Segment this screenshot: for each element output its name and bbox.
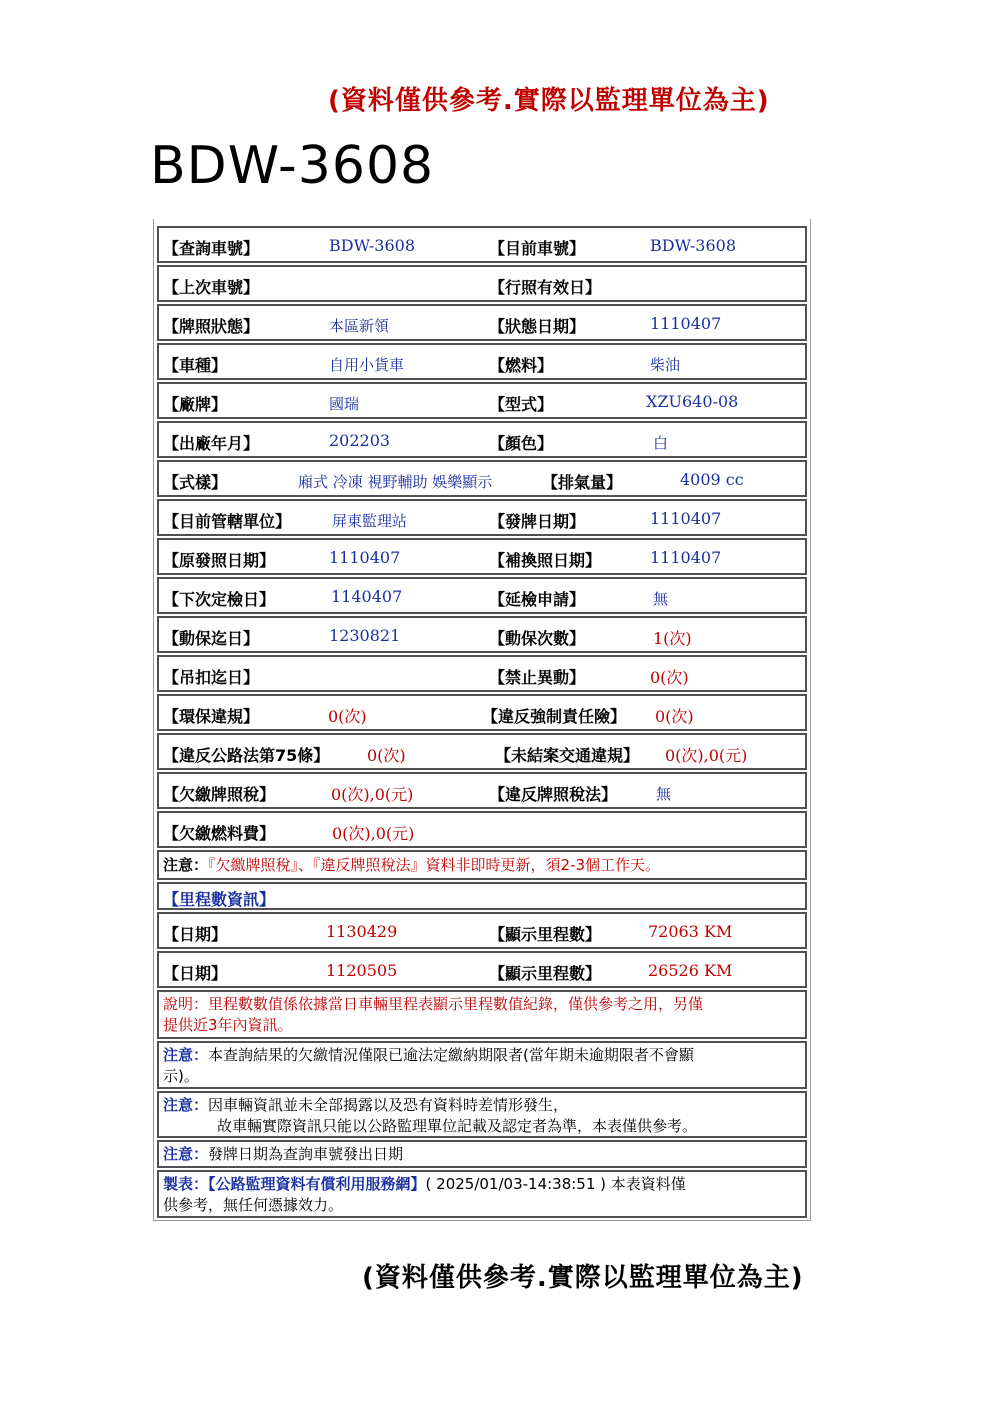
label-status-date: 【狀態日期】 bbox=[489, 317, 586, 336]
table-row bbox=[157, 616, 807, 653]
label-plate-status: 【牌照狀態】 bbox=[163, 317, 260, 336]
label-environmental-violation: 【環保違規】 bbox=[163, 707, 260, 726]
info-note-label: 注意： bbox=[163, 1096, 209, 1114]
table-row bbox=[157, 499, 807, 536]
label-query-plate: 【查詢車號】 bbox=[163, 239, 260, 258]
label-license-tax-violation: 【違反牌照稅法】 bbox=[489, 785, 618, 804]
value-original-license-date: 1110407 bbox=[329, 548, 401, 567]
value-unpaid-license-tax: 0(次),0(元) bbox=[331, 785, 414, 804]
label-issue-date: 【發牌日期】 bbox=[489, 512, 586, 531]
table-row bbox=[157, 265, 807, 302]
table-row bbox=[157, 733, 807, 770]
page-title: BDW-3608 bbox=[150, 136, 435, 196]
label-unpaid-license-tax: 【欠繳牌照稅】 bbox=[163, 785, 276, 804]
arrears-note-line2: 示)。 bbox=[163, 1067, 199, 1085]
info-note-line2: 故車輛實際資訊只能以公路監理單位記載及認定者為準，本表僅供參考。 bbox=[217, 1117, 698, 1135]
tax-note bbox=[163, 855, 660, 876]
label-displacement: 【排氣量】 bbox=[542, 473, 623, 492]
label-suspension-end: 【吊扣迄日】 bbox=[163, 668, 260, 687]
value-manufacture-date: 202203 bbox=[329, 431, 391, 450]
mileage-note bbox=[163, 994, 703, 1036]
value-query-plate: BDW-3608 bbox=[329, 236, 415, 255]
value-unpaid-fuel-fee: 0(次),0(元) bbox=[332, 824, 415, 843]
value-model: XZU640-08 bbox=[646, 392, 739, 411]
label-next-inspection: 【下次定檢日】 bbox=[163, 590, 276, 609]
value-color: 白 bbox=[653, 434, 669, 452]
value-vehicle-type: 自用小貨車 bbox=[329, 356, 405, 374]
arrears-note-row bbox=[157, 1041, 807, 1089]
mileage-note-line1: 說明：里程數數值係依據當日車輛里程表顯示里程數值紀錄，僅供參考之用，另僅 bbox=[163, 995, 704, 1013]
value-inspection-extension: 無 bbox=[653, 590, 669, 608]
table-row bbox=[157, 655, 807, 692]
table-row bbox=[157, 538, 807, 575]
value-body-style: 廂式 冷凍 視野輔助 娛樂顯示 bbox=[298, 473, 493, 491]
label-reissue-date: 【補換照日期】 bbox=[489, 551, 602, 570]
label-previous-plate: 【上次車號】 bbox=[163, 278, 260, 297]
table-row bbox=[157, 343, 807, 380]
value-displacement: 4009 cc bbox=[680, 470, 744, 489]
vehicle-report-table bbox=[153, 219, 811, 1221]
footer-line2: 供參考，無任何憑據效力。 bbox=[163, 1196, 344, 1214]
table-row bbox=[157, 421, 807, 458]
label-body-style: 【式樣】 bbox=[163, 473, 228, 492]
label-mileage-date: 【日期】 bbox=[163, 964, 228, 983]
label-mileage-reading: 【顯示里程數】 bbox=[489, 964, 602, 983]
table-row bbox=[157, 304, 807, 341]
value-status-date: 1110407 bbox=[650, 314, 722, 333]
issue-note-row bbox=[157, 1140, 807, 1168]
value-license-tax-violation: 無 bbox=[656, 785, 672, 803]
label-license-valid-date: 【行照有效日】 bbox=[489, 278, 602, 297]
label-highway-act-75: 【違反公路法第75條】 bbox=[163, 746, 330, 765]
footer-source: 【公路監理資料有償利用服務網】 bbox=[208, 1175, 426, 1193]
value-fuel: 柴油 bbox=[650, 356, 681, 374]
label-transfer-ban: 【禁止異動】 bbox=[489, 668, 586, 687]
value-environmental-violation: 0(次) bbox=[328, 707, 367, 726]
issue-note-text: 發牌日期為查詢車號發出日期 bbox=[208, 1145, 404, 1163]
footer-line1: ( 2025/01/03-14:38:51 ) 本表資料僅 bbox=[425, 1175, 686, 1193]
info-note-line1: 因車輛資訊並未全部揭露以及恐有資料時差情形發生， bbox=[208, 1096, 569, 1114]
table-row bbox=[157, 811, 807, 848]
issue-note bbox=[163, 1144, 403, 1165]
tax-note-row bbox=[157, 850, 807, 880]
disclaimer-top: (資料僅供參考.實際以監理單位為主) bbox=[328, 86, 770, 116]
label-mileage-reading: 【顯示里程數】 bbox=[489, 925, 602, 944]
label-original-license-date: 【原發照日期】 bbox=[163, 551, 276, 570]
issue-note-label: 注意： bbox=[163, 1145, 209, 1163]
mileage-section-header bbox=[157, 882, 807, 910]
table-row bbox=[157, 226, 807, 263]
value-transfer-ban: 0(次) bbox=[650, 668, 689, 687]
footer-note bbox=[163, 1174, 686, 1216]
value-chattel-mortgage-end: 1230821 bbox=[329, 626, 401, 645]
label-brand: 【廠牌】 bbox=[163, 395, 228, 414]
label-model: 【型式】 bbox=[489, 395, 554, 414]
table-row bbox=[157, 772, 807, 809]
label-jurisdiction: 【目前管轄單位】 bbox=[163, 512, 292, 531]
label-fuel: 【燃料】 bbox=[489, 356, 554, 375]
arrears-note-label: 注意： bbox=[163, 1046, 209, 1064]
label-inspection-extension: 【延檢申請】 bbox=[489, 590, 586, 609]
table-row bbox=[157, 460, 807, 497]
value-mileage-reading: 26526 KM bbox=[648, 961, 733, 980]
label-vehicle-type: 【車種】 bbox=[163, 356, 228, 375]
value-jurisdiction: 屏東監理站 bbox=[332, 512, 408, 530]
table-row bbox=[157, 382, 807, 419]
label-open-traffic-violations: 【未結案交通違規】 bbox=[495, 746, 640, 765]
value-highway-act-75: 0(次) bbox=[367, 746, 406, 765]
value-mileage-date: 1120505 bbox=[326, 961, 398, 980]
footer-row bbox=[157, 1170, 807, 1218]
tax-note-text: 『欠繳牌照稅』、『違反牌照稅法』資料非即時更新，須2-3個工作天。 bbox=[208, 856, 661, 874]
label-chattel-mortgage-count: 【動保次數】 bbox=[489, 629, 586, 648]
info-note-row bbox=[157, 1091, 807, 1138]
value-issue-date: 1110407 bbox=[650, 509, 722, 528]
value-mileage-date: 1130429 bbox=[326, 922, 398, 941]
mileage-section-title: 【里程數資訊】 bbox=[163, 890, 276, 909]
value-mileage-reading: 72063 KM bbox=[648, 922, 733, 941]
value-plate-status: 本區新領 bbox=[329, 317, 390, 335]
table-row bbox=[157, 694, 807, 731]
disclaimer-bottom: (資料僅供參考.實際以監理單位為主) bbox=[362, 1263, 804, 1293]
value-current-plate: BDW-3608 bbox=[650, 236, 736, 255]
label-unpaid-fuel-fee: 【欠繳燃料費】 bbox=[163, 824, 276, 843]
mileage-row bbox=[157, 912, 807, 949]
info-note bbox=[163, 1095, 697, 1137]
value-next-inspection: 1140407 bbox=[331, 587, 403, 606]
mileage-note-line2: 提供近3年內資訊。 bbox=[163, 1016, 293, 1034]
arrears-note bbox=[163, 1045, 694, 1087]
arrears-note-line1: 本查詢結果的欠繳情況僅限已逾法定繳納期限者(當年期未逾期限者不會顯 bbox=[208, 1046, 694, 1064]
table-row bbox=[157, 577, 807, 614]
label-color: 【顏色】 bbox=[489, 434, 554, 453]
value-chattel-mortgage-count: 1(次) bbox=[653, 629, 692, 648]
label-insurance-violation: 【違反強制責任險】 bbox=[482, 707, 627, 726]
label-current-plate: 【目前車號】 bbox=[489, 239, 586, 258]
mileage-note-row bbox=[157, 990, 807, 1039]
label-mileage-date: 【日期】 bbox=[163, 925, 228, 944]
value-brand: 國瑞 bbox=[329, 395, 360, 413]
label-manufacture-date: 【出廠年月】 bbox=[163, 434, 260, 453]
footer-label: 製表： bbox=[163, 1175, 209, 1193]
value-insurance-violation: 0(次) bbox=[655, 707, 694, 726]
value-open-traffic-violations: 0(次),0(元) bbox=[665, 746, 748, 765]
value-reissue-date: 1110407 bbox=[650, 548, 722, 567]
mileage-row bbox=[157, 951, 807, 988]
tax-note-label: 注意： bbox=[163, 856, 209, 874]
label-chattel-mortgage-end: 【動保迄日】 bbox=[163, 629, 260, 648]
